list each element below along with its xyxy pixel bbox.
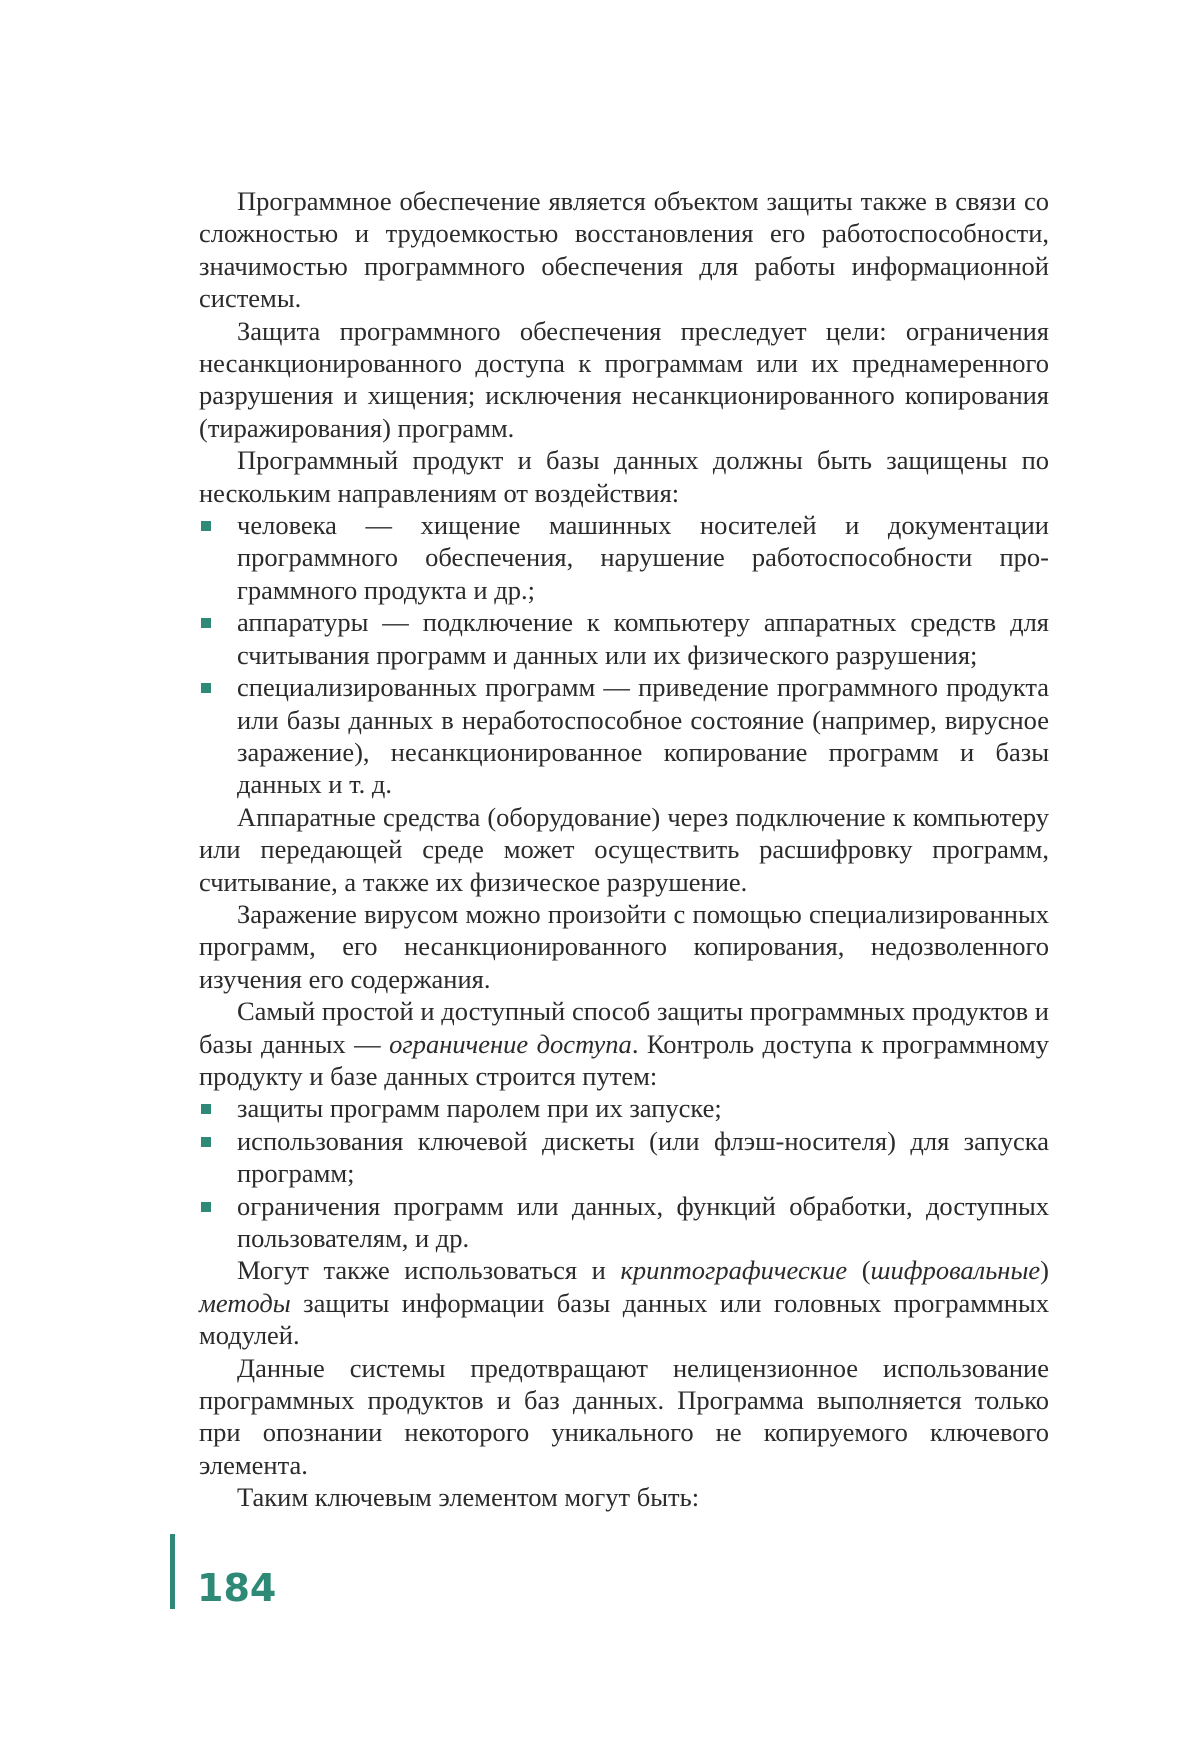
bullet-list-access [199, 1092, 1049, 1254]
text-run: . Контроль доступа к программному продукту и базе данных строится путем: [199, 1028, 1049, 1091]
square-bullet-icon [201, 1202, 211, 1212]
paragraph-crypto [199, 1254, 1049, 1351]
square-bullet-icon [201, 1104, 211, 1114]
page-number: 184 [197, 1566, 277, 1610]
square-bullet-icon [201, 1137, 211, 1147]
paragraph: Заражение вирусом можно произойти с помощью специализированных программ, его несанкционированного копирования, недозволенного изучения его содержания. [199, 898, 1049, 994]
list-item-text: использования ключевой дискеты (или флэш-носителя) для запуска программ; [237, 1125, 1049, 1189]
paragraph: Аппаратные средства (оборудование) через подключение к компьютеру или передающей среде может осуществить расшифровку программ, считывание, а также их физическое разрушение. [199, 801, 1049, 897]
square-bullet-icon [201, 521, 211, 531]
emphasis-text: методы [199, 1287, 291, 1318]
text-run: ) [1040, 1255, 1049, 1286]
emphasis-text: ограничение доступа [389, 1028, 632, 1059]
list-item [199, 606, 1049, 671]
body-text [199, 185, 1049, 1514]
paragraph: Программное обеспечение является объектом защиты также в связи со сложностью и трудоемкостью восстановления его работоспособности, значимостью программного обеспечения для работы информационной системы. [199, 186, 1049, 314]
text-run: ( [847, 1255, 871, 1286]
text-run: Самый простой и доступный способ защиты программных продуктов и базы данных — [199, 996, 1049, 1059]
list-item-text: человека — хищение машинных носителей и документации программного обеспечения, нарушение работоспособности программного продукта и др.; [237, 510, 1049, 605]
text-run: Могут также использоваться и [237, 1255, 621, 1286]
list-item [199, 1092, 1049, 1124]
paragraph: Данные системы предотвращают нелицензионное использование программных продуктов и баз данных. Программа выполняется только при опознании некоторого уникального не копируемого ключевого элемента. [199, 1352, 1049, 1480]
text-run: защиты информации базы данных или головных программных модулей. [199, 1287, 1049, 1351]
emphasis-text: криптографические [620, 1255, 848, 1286]
list-item [199, 1190, 1049, 1255]
list-item-text: ограничения программ или данных, функций обработки, доступных пользователям, и др. [237, 1190, 1049, 1253]
list-item [199, 671, 1049, 801]
paragraph: Защита программного обеспечения преследует цели: ограничения несанкционированного доступа к программам или их преднамеренного разрушения и хищения; исключения несанкционированного копирования (тиражирования) программ. [199, 315, 1049, 443]
page-number-bar [170, 1534, 175, 1609]
list-item [199, 509, 1049, 606]
paragraph-access-control [199, 995, 1049, 1092]
list-item-text: аппаратуры — подключение к компьютеру аппаратных средств для считывания программ и данных или их физического разрушения; [237, 607, 1049, 670]
square-bullet-icon [201, 683, 211, 693]
paragraph: Программный продукт и базы данных должны быть защищены по нескольким направлениям от воздействия: [199, 445, 1049, 508]
square-bullet-icon [201, 618, 211, 628]
list-item-text: защиты программ паролем при их запуске; [237, 1093, 722, 1124]
bullet-list-threats [199, 509, 1049, 801]
list-item-text: специализированных программ — приведение программного продукта или базы данных в неработоспособное состояние (например, вирусное заражение), несанкционированное копирование программ и базы данных и т. д. [237, 672, 1049, 800]
paragraph: Таким ключевым элементом могут быть: [237, 1482, 700, 1513]
emphasis-text: шифровальные [870, 1255, 1041, 1286]
list-item [199, 1125, 1049, 1190]
